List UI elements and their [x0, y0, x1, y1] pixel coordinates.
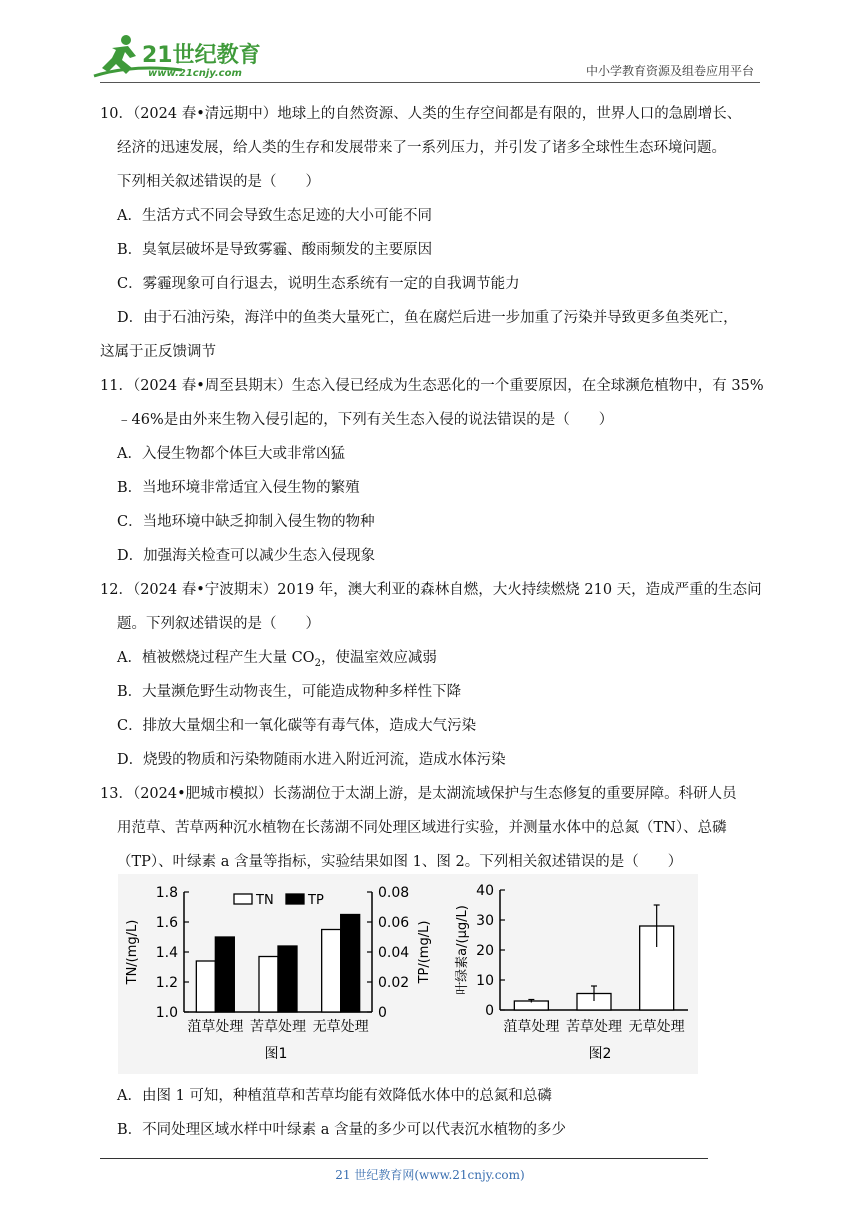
q10-option-c: C．雾霾现象可自行退去，说明生态系统有一定的自我调节能力 — [117, 276, 520, 292]
chart2-tick-label: 40 — [476, 883, 494, 899]
q12-option-a-subscript: 2 — [314, 657, 321, 669]
q12-option-a — [117, 648, 437, 674]
q12-option-a-text: A．植被燃烧过程产生大量 CO — [117, 650, 315, 666]
q12-stem-line-1: 12．（2024 春•宁波期末）2019 年，澳大利亚的森林自燃，大火持续燃烧 210 天，造成严重的生态问 — [100, 582, 762, 598]
q12-option-d: D．烧毁的物质和污染物随雨水进入附近河流，造成水体污染 — [117, 752, 506, 768]
q10-stem-line-1: 10．（2024 春•清远期中）地球上的自然资源、人类的生存空间都是有限的，世界人口的急剧增长、 — [100, 106, 742, 122]
chart2-tick-label: 30 — [476, 913, 494, 929]
q13-stem-line-1: 13．（2024•肥城市模拟）长荡湖位于太湖上游，是太湖流域保护与生态修复的重要屏障。科研人员 — [100, 786, 737, 802]
chart1-bar-tn — [259, 957, 278, 1013]
chart1-right-tick-label: 0.06 — [378, 915, 410, 931]
chart1-right-tick-label: 0.02 — [378, 975, 410, 991]
q10-option-a: A．生活方式不同会导致生态足迹的大小可能不同 — [117, 208, 432, 224]
chart2-category-label: 无草处理 — [628, 1019, 685, 1035]
q11-option-b: B．当地环境非常适宜入侵生物的繁殖 — [117, 480, 360, 496]
chart2-category-label: 苦草处理 — [566, 1019, 622, 1035]
q10-option-d: D．由于石油污染，海洋中的鱼类大量死亡，鱼在腐烂后进一步加重了污染并导致更多鱼类死亡， — [117, 310, 738, 326]
chart2-tick-label: 20 — [476, 943, 494, 959]
q11-option-c: C．当地环境中缺乏抑制入侵生物的物种 — [117, 514, 375, 530]
q11-stem-line-2: ﹣46%是由外来生物入侵引起的，下列有关生态入侵的说法错误的是（ ） — [117, 412, 614, 428]
footer-divider — [100, 1158, 708, 1159]
q12-stem-line-2: 题。下列叙述错误的是（ ） — [117, 616, 320, 632]
chart1-left-tick-label: 1.4 — [155, 945, 178, 961]
header-divider — [100, 82, 760, 83]
footer-text: 21 世纪教育网(www.21cnjy.com) — [335, 1168, 525, 1182]
chart1-category-label: 苦草处理 — [250, 1019, 306, 1035]
chart1-right-tick-label: 0 — [378, 1005, 387, 1021]
q12-option-b: B．大量濒危野生动物丧生，可能造成物种多样性下降 — [117, 684, 462, 700]
figures — [118, 874, 698, 1074]
q13-option-b: B．不同处理区域水样中叶绿素 a 含量的多少可以代表沉水植物的多少 — [117, 1122, 567, 1138]
chart1-caption: 图1 — [264, 1046, 288, 1062]
chart1-legend-tp-label: TP — [308, 893, 324, 908]
platform-name: 中小学教育资源及组卷应用平台 — [585, 64, 754, 78]
q12-option-c: C．排放大量烟尘和一氧化碳等有毒气体，造成大气污染 — [117, 718, 477, 734]
chart1-bar-tp — [341, 915, 360, 1013]
chart1-left-tick-label: 1.2 — [155, 975, 178, 991]
chart2-caption: 图2 — [588, 1046, 612, 1062]
chart1-bar-tn — [196, 961, 215, 1012]
chart1-right-axis-label: TP/(mg/L) — [417, 920, 432, 984]
chart2-category-label: 菹草处理 — [503, 1019, 560, 1035]
logo-sub-text: www.21cnjy.com — [148, 68, 242, 79]
chart1-bar-tp — [215, 937, 234, 1012]
chart2-y-axis-label: 叶绿素a/(μg/L) — [455, 905, 470, 995]
chart1-legend-tn-swatch — [234, 894, 252, 904]
q11-stem-line-1: 11．（2024 春•周至县期末）生态入侵已经成为生态恶化的一个重要原因，在全球濒危植物中，有 35% — [100, 378, 764, 394]
chart1-right-tick-label: 0.08 — [378, 885, 410, 901]
page-header — [0, 0, 860, 90]
chart1-left-axis-label: TN/(mg/L) — [125, 919, 140, 985]
q10-option-d-continuation: 这属于正反馈调节 — [100, 344, 216, 360]
q10-stem-line-2: 经济的迅速发展，给人类的生存和发展带来了一系列压力，并引发了诸多全球性生态环境问题。 — [117, 140, 726, 156]
chart1-legend-tn-label: TN — [256, 893, 274, 908]
q13-stem-line-3: （TP）、叶绿素 a 含量等指标，实验结果如图 1、图 2。下列相关叙述错误的是（ ） — [117, 854, 683, 870]
logo — [92, 34, 262, 80]
chart2-tick-label: 10 — [476, 973, 494, 989]
logo-main-text: 21世纪教育 — [142, 43, 261, 68]
chart1-left-tick-label: 1.8 — [155, 885, 178, 901]
chart1-bar-tp — [278, 946, 297, 1012]
chart1-right-tick-label: 0.04 — [378, 945, 410, 961]
chart1-category-label: 无草处理 — [312, 1019, 369, 1035]
q10-stem-line-3: 下列相关叙述错误的是（ ） — [117, 174, 320, 190]
chart1-left-tick-label: 1.6 — [155, 915, 178, 931]
q10-option-b: B．臭氧层破坏是导致雾霾、酸雨频发的主要原因 — [117, 242, 433, 258]
chart1-bar-tn — [322, 930, 341, 1013]
chart1-left-tick-label: 1.0 — [155, 1005, 178, 1021]
q11-option-d: D．加强海关检查可以减少生态入侵现象 — [117, 548, 376, 564]
chart2-tick-label: 0 — [485, 1003, 494, 1019]
q12-option-a-tail: ，使温室效应减弱 — [320, 650, 437, 666]
q13-stem-line-2: 用范草、苦草两种沉水植物在长荡湖不同处理区域进行实验，并测量水体中的总氮（TN）、总磷 — [117, 820, 727, 836]
chart1-category-label: 菹草处理 — [187, 1019, 244, 1035]
chart1-legend-tp-swatch — [286, 894, 304, 904]
q13-option-a: A．由图 1 可知，种植菹草和苦草均能有效降低水体中的总氮和总磷 — [117, 1088, 552, 1104]
q11-option-a: A．入侵生物都个体巨大或非常凶猛 — [117, 446, 345, 462]
